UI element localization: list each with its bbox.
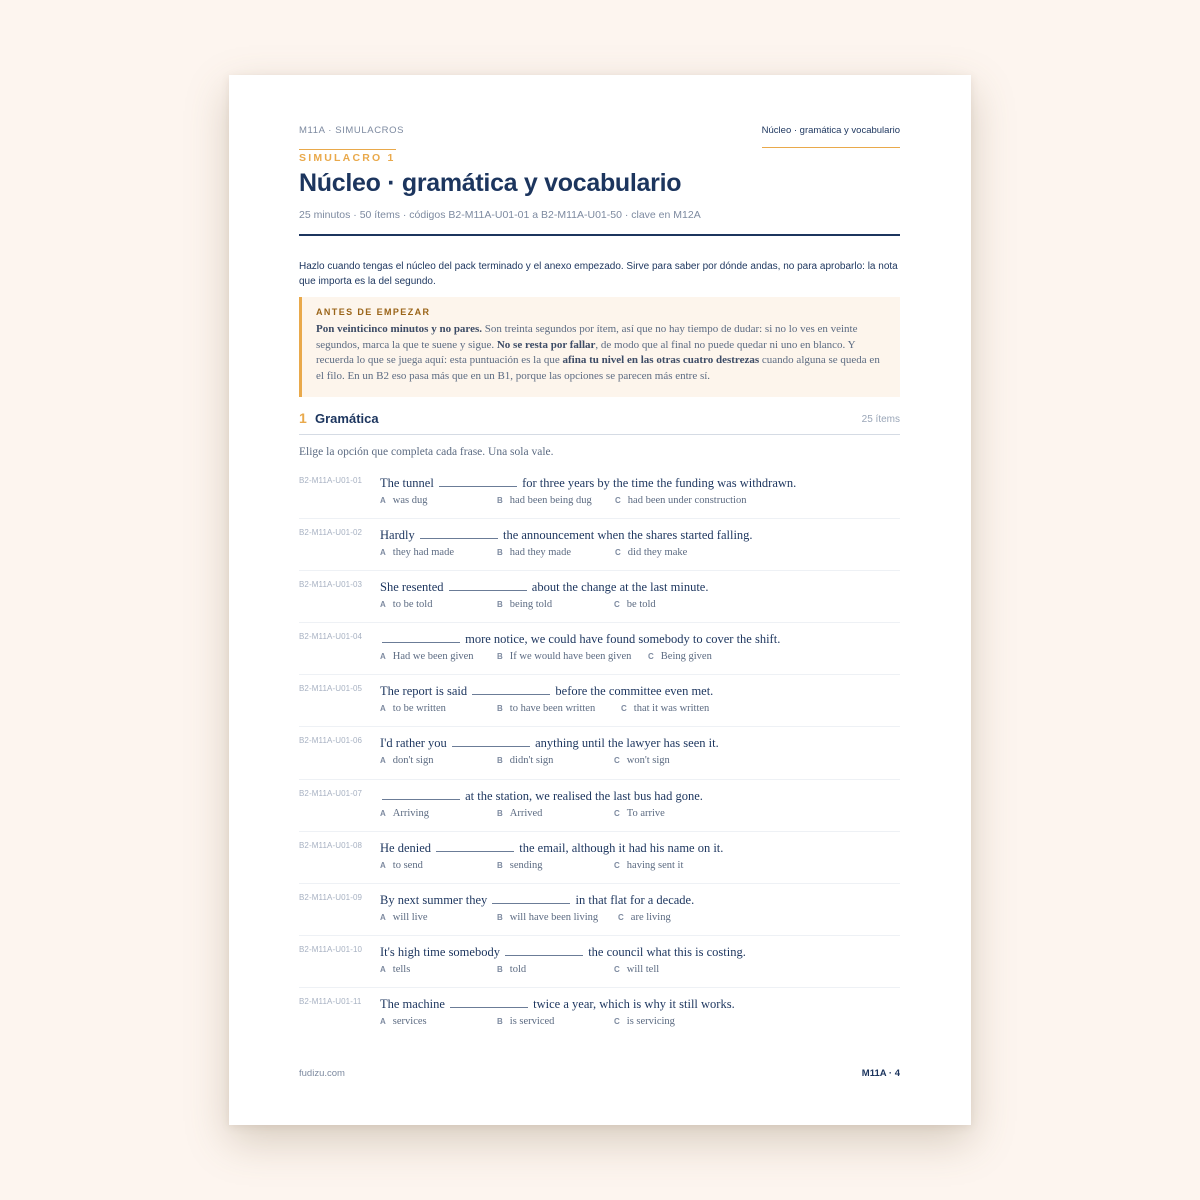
question-list	[299, 467, 900, 1040]
question-item	[299, 988, 900, 1040]
option-text: tells	[392, 963, 411, 975]
option-text: is servicing	[626, 1015, 675, 1027]
option-letter: C	[614, 860, 620, 870]
option-letter: C	[615, 548, 621, 558]
question-sentence	[380, 580, 708, 595]
option-text: To arrive	[626, 807, 665, 819]
question-text-before: The machine	[380, 996, 445, 1011]
document-page	[229, 75, 971, 1125]
section-title: Gramática	[315, 411, 379, 426]
question-sentence	[380, 841, 723, 856]
option-letter: C	[614, 756, 620, 766]
option-text: be told	[626, 599, 656, 611]
section-number: 1	[299, 410, 307, 426]
option-text: to send	[392, 859, 423, 871]
question-item	[299, 832, 900, 884]
option-text: they had made	[392, 547, 455, 559]
option-b[interactable]	[497, 703, 595, 714]
question-item	[299, 727, 900, 779]
option-text: Arrived	[509, 807, 543, 819]
option-letter: B	[497, 496, 503, 505]
option-letter: B	[497, 600, 503, 610]
option-letter: A	[380, 704, 386, 714]
question-item	[299, 884, 900, 936]
option-text: to have been written	[509, 703, 596, 715]
option-b[interactable]	[497, 547, 571, 558]
footer-page-number: M11A · 4	[861, 1068, 900, 1079]
question-code: B2-M11A-U01-03	[299, 580, 363, 590]
option-text: is serviced	[509, 1015, 555, 1027]
callout-text-3: cuando alguna se queda en el filo. En un B2 eso pasa más que en un B1, porque las opciones se parecen más entre sí.	[316, 354, 880, 382]
option-b[interactable]	[497, 1016, 554, 1027]
answer-blank	[420, 538, 498, 539]
section-item-count: 25 ítems	[861, 414, 900, 425]
question-item	[299, 519, 900, 571]
option-a[interactable]	[380, 547, 454, 558]
option-text: will tell	[626, 963, 660, 975]
option-a[interactable]	[380, 495, 428, 506]
footer-site: fudizu.com	[299, 1068, 345, 1079]
option-letter: B	[497, 756, 503, 766]
option-b[interactable]	[497, 808, 542, 819]
option-a[interactable]	[380, 860, 423, 871]
question-code: B2-M11A-U01-01	[299, 476, 363, 485]
option-letter: A	[380, 756, 386, 766]
question-sentence	[380, 893, 694, 908]
intro-paragraph: Hazlo cuando tengas el núcleo del pack terminado y el anexo empezado. Sirve para saber por dónde andas, no para aprobarlo: la nota que importa es la del segundo.	[299, 261, 898, 287]
question-text-before: By next summer they	[380, 892, 488, 907]
option-c[interactable]	[614, 1016, 675, 1027]
option-letter: C	[614, 600, 620, 610]
option-letter: B	[497, 652, 503, 662]
question-sentence	[380, 684, 713, 699]
option-text: Arriving	[392, 807, 429, 819]
option-text: won't sign	[626, 755, 670, 767]
option-b[interactable]	[497, 860, 542, 871]
option-letter: C	[614, 964, 620, 974]
question-text-after: about the change at the last minute.	[531, 580, 709, 595]
option-letter: C	[614, 1016, 620, 1026]
option-text: will have been living	[509, 911, 599, 923]
option-letter: A	[380, 1016, 386, 1026]
option-c[interactable]	[615, 547, 687, 558]
question-sentence	[380, 997, 735, 1012]
option-letter: A	[380, 964, 386, 974]
question-sentence	[380, 945, 746, 960]
answer-blank	[450, 1007, 528, 1008]
question-text-before: The report is said	[380, 684, 468, 699]
option-letter: A	[380, 652, 386, 662]
option-b[interactable]	[497, 495, 592, 506]
callout-text-1: Son treinta segundos por ítem, así que no hay tiempo de dudar: si no lo ves en veinte segundos, marca la que te suene y sigue.	[316, 323, 858, 351]
question-text-after: at the station, we realised the last bus had gone.	[465, 788, 703, 803]
question-code: B2-M11A-U01-09	[299, 892, 363, 902]
answer-blank	[382, 642, 460, 643]
option-letter: B	[497, 808, 503, 818]
option-letter: A	[380, 860, 386, 870]
question-text-after: anything until the lawyer has seen it.	[535, 736, 719, 751]
option-text: will live	[392, 911, 428, 923]
option-text: don't sign	[392, 755, 434, 767]
option-text: Being given	[660, 651, 712, 663]
question-item	[299, 780, 900, 832]
question-text-after: the council what this is costing.	[588, 944, 746, 959]
question-text-after: for three years by the time the funding was withdrawn.	[522, 476, 797, 490]
question-text-before: It's high time somebody	[380, 944, 500, 959]
answer-blank	[382, 799, 460, 800]
option-c[interactable]	[614, 599, 656, 610]
option-text: that it was written	[633, 703, 710, 715]
option-a[interactable]	[380, 808, 429, 819]
option-text: services	[392, 1015, 427, 1027]
option-a[interactable]	[380, 651, 474, 662]
option-text: had been being dug	[509, 495, 592, 506]
option-a[interactable]	[380, 599, 432, 610]
question-text-after: the email, although it had his name on it.	[519, 840, 724, 855]
option-letter: A	[380, 600, 386, 610]
option-letter: B	[497, 704, 503, 714]
option-letter: A	[380, 548, 386, 558]
option-c[interactable]	[614, 808, 665, 819]
option-b[interactable]	[497, 651, 631, 662]
question-text-before: I'd rather you	[380, 736, 447, 751]
callout-bold-2: No se resta por fallar	[496, 338, 596, 351]
question-code: B2-M11A-U01-02	[299, 528, 363, 538]
question-item	[299, 623, 900, 675]
running-header-left: M11A · SIMULACROS	[299, 125, 405, 136]
option-letter: A	[380, 912, 386, 922]
question-item	[299, 571, 900, 623]
running-header-right: Núcleo · gramática y vocabulario	[762, 125, 900, 148]
section-heading	[299, 409, 900, 435]
option-letter: C	[648, 652, 654, 662]
option-text: had they made	[509, 547, 572, 559]
option-a[interactable]	[380, 912, 428, 923]
question-text-after: in that flat for a decade.	[575, 892, 695, 907]
option-letter: C	[614, 808, 620, 818]
option-text: had been under construction	[627, 495, 747, 506]
option-c[interactable]	[621, 703, 709, 714]
option-text: having sent it	[626, 859, 684, 871]
title-divider	[299, 234, 900, 236]
option-text: sending	[509, 859, 543, 871]
option-c[interactable]	[615, 495, 746, 506]
option-text: to be written	[392, 703, 446, 715]
answer-blank	[452, 746, 530, 747]
page-meta: 25 minutos · 50 ítems · códigos B2-M11A-U01-01 a B2-M11A-U01-50 · clave en M12A	[299, 209, 701, 221]
option-b[interactable]	[497, 599, 552, 610]
question-sentence	[380, 789, 703, 804]
question-code: B2-M11A-U01-04	[299, 632, 363, 642]
question-code: B2-M11A-U01-05	[299, 684, 363, 694]
page-title: Núcleo · gramática y vocabulario	[299, 169, 682, 197]
question-text-after: twice a year, which is why it still works.	[533, 996, 735, 1011]
option-text: are living	[630, 911, 671, 923]
section-kicker: SIMULACRO 1	[299, 149, 396, 164]
question-code: B2-M11A-U01-07	[299, 788, 363, 798]
option-letter: C	[621, 704, 627, 714]
question-text-before: Hardly	[380, 528, 415, 543]
callout-body	[316, 322, 886, 384]
option-letter: A	[380, 496, 386, 505]
question-sentence	[380, 476, 796, 491]
option-c[interactable]	[614, 755, 670, 766]
question-code: B2-M11A-U01-08	[299, 840, 363, 850]
option-letter: B	[497, 1016, 503, 1026]
option-letter: B	[497, 964, 503, 974]
question-code: B2-M11A-U01-11	[299, 996, 362, 1006]
callout-bold-1: Pon veinticinco minutos y no pares.	[316, 323, 483, 335]
option-letter: C	[618, 912, 624, 922]
answer-blank	[505, 955, 583, 956]
question-text-before: She resented	[380, 580, 444, 595]
question-text-after: before the committee even met.	[555, 684, 714, 699]
option-a[interactable]	[380, 1016, 427, 1027]
question-code: B2-M11A-U01-06	[299, 736, 363, 746]
option-c[interactable]	[648, 651, 712, 662]
option-text: did they make	[627, 547, 688, 559]
option-text: didn't sign	[509, 755, 554, 767]
option-letter: C	[615, 496, 621, 505]
answer-blank	[436, 851, 514, 852]
question-sentence	[380, 632, 780, 647]
question-text-before: He denied	[380, 840, 432, 855]
question-code: B2-M11A-U01-10	[299, 944, 363, 954]
option-text: was dug	[392, 495, 428, 506]
answer-blank	[439, 486, 517, 487]
question-item	[299, 467, 900, 519]
option-b[interactable]	[497, 755, 553, 766]
question-text-after: more notice, we could have found somebody to cover the shift.	[465, 632, 781, 647]
option-text: If we would have been given	[509, 651, 632, 663]
option-letter: B	[497, 548, 503, 558]
option-a[interactable]	[380, 964, 410, 975]
option-c[interactable]	[618, 912, 671, 923]
question-text-before: The tunnel	[380, 476, 434, 490]
callout-title: ANTES DE EMPEZAR	[316, 307, 431, 317]
option-a[interactable]	[380, 755, 433, 766]
option-text: told	[509, 963, 527, 975]
callout-box	[299, 297, 900, 397]
question-text-after: the announcement when the shares started falling.	[502, 528, 753, 543]
question-item	[299, 936, 900, 988]
option-b[interactable]	[497, 912, 598, 923]
question-sentence	[380, 736, 719, 751]
option-letter: B	[497, 912, 503, 922]
answer-blank	[492, 903, 570, 904]
option-text: to be told	[392, 599, 433, 611]
option-letter: A	[380, 808, 386, 818]
answer-blank	[472, 694, 550, 695]
option-c[interactable]	[614, 964, 659, 975]
question-item	[299, 675, 900, 727]
section-instruction: Elige la opción que completa cada frase. Una sola vale.	[299, 446, 554, 458]
option-c[interactable]	[614, 860, 683, 871]
option-b[interactable]	[497, 964, 526, 975]
answer-blank	[449, 590, 527, 591]
option-letter: B	[497, 860, 503, 870]
question-sentence	[380, 528, 753, 543]
option-text: being told	[509, 599, 553, 611]
callout-text-2: , de modo que al final no puede quedar ni uno en blanco. Y recuerda lo que se juega aquí: esta puntuación es la que	[316, 338, 856, 367]
option-a[interactable]	[380, 703, 446, 714]
option-text: Had we been given	[392, 651, 474, 663]
callout-bold-3: afina tu nivel en las otras cuatro destrezas	[562, 354, 760, 367]
